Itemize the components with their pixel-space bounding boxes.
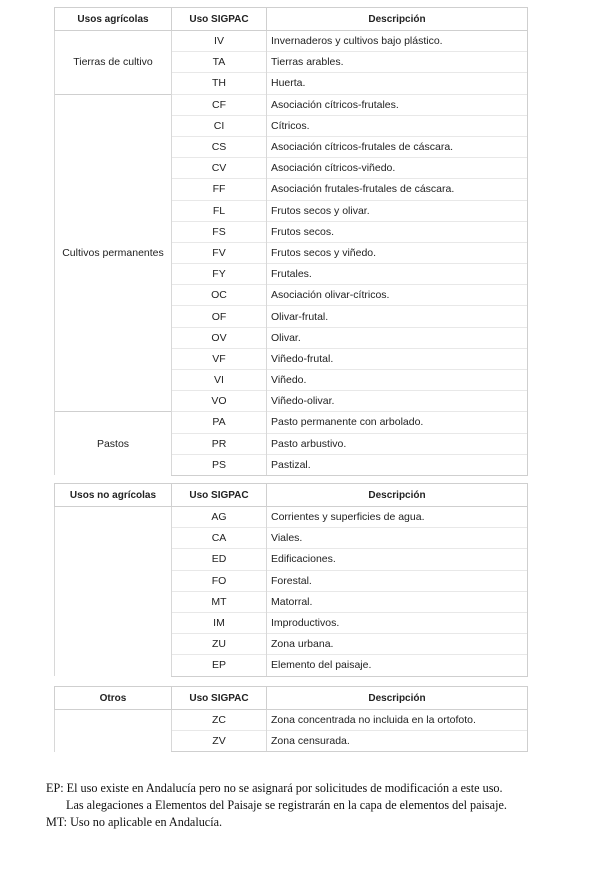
uso-sigpac-code: PR	[172, 433, 267, 454]
table-row	[55, 31, 528, 52]
use-description: Forestal.	[267, 570, 528, 591]
uso-sigpac-code: IM	[172, 612, 267, 633]
uso-sigpac-code: VF	[172, 348, 267, 369]
column-header: Uso SIGPAC	[172, 687, 267, 710]
table-row	[55, 710, 528, 731]
footnotes	[46, 780, 586, 831]
use-description: Frutos secos.	[267, 221, 528, 242]
table-row	[55, 412, 528, 433]
group-label-empty	[55, 710, 172, 752]
table-row	[55, 507, 528, 528]
uso-sigpac-code: ZC	[172, 710, 267, 731]
column-header: Descripción	[267, 484, 528, 507]
uso-sigpac-code: CI	[172, 115, 267, 136]
use-description: Viñedo.	[267, 370, 528, 391]
use-description: Zona urbana.	[267, 634, 528, 655]
use-description: Asociación cítricos-frutales de cáscara.	[267, 136, 528, 157]
column-header: Uso SIGPAC	[172, 484, 267, 507]
uso-sigpac-code: ZU	[172, 634, 267, 655]
use-description: Pasto arbustivo.	[267, 433, 528, 454]
uso-sigpac-code: FS	[172, 221, 267, 242]
uso-sigpac-code: CS	[172, 136, 267, 157]
use-description: Cítricos.	[267, 115, 528, 136]
use-description: Invernaderos y cultivos bajo plástico.	[267, 31, 528, 52]
use-description: Pastizal.	[267, 454, 528, 475]
uso-sigpac-code: VO	[172, 391, 267, 412]
uso-sigpac-code: TH	[172, 73, 267, 94]
other-uses-table	[54, 686, 528, 752]
uso-sigpac-code: OV	[172, 327, 267, 348]
use-description: Edificaciones.	[267, 549, 528, 570]
use-description: Asociación cítricos-viñedo.	[267, 158, 528, 179]
uso-sigpac-code: FO	[172, 570, 267, 591]
table-header-row	[55, 8, 528, 31]
uso-sigpac-code: CV	[172, 158, 267, 179]
use-description: Tierras arables.	[267, 52, 528, 73]
use-description: Asociación frutales-frutales de cáscara.	[267, 179, 528, 200]
uso-sigpac-code: FL	[172, 200, 267, 221]
uso-sigpac-code: IV	[172, 31, 267, 52]
table-row	[55, 94, 528, 115]
use-description: Frutales.	[267, 264, 528, 285]
uso-sigpac-code: FY	[172, 264, 267, 285]
use-description: Zona censurada.	[267, 731, 528, 752]
non-agricultural-uses-table	[54, 483, 528, 677]
uso-sigpac-code: ED	[172, 549, 267, 570]
uso-sigpac-code: ZV	[172, 731, 267, 752]
uso-sigpac-code: FV	[172, 242, 267, 263]
use-description: Olivar-frutal.	[267, 306, 528, 327]
uso-sigpac-code: OC	[172, 285, 267, 306]
column-header: Usos no agrícolas	[55, 484, 172, 507]
column-header: Descripción	[267, 8, 528, 31]
footnote-ep: EP: El uso existe en Andalucía pero no se asignará por solicitudes de modificación a este uso.	[46, 781, 503, 795]
uso-sigpac-code: TA	[172, 52, 267, 73]
use-description: Improductivos.	[267, 612, 528, 633]
use-description: Asociación cítricos-frutales.	[267, 94, 528, 115]
footnote-mt: MT: Uso no aplicable en Andalucía.	[46, 815, 223, 829]
uso-sigpac-code: VI	[172, 370, 267, 391]
table-header-row	[55, 687, 528, 710]
use-description: Matorral.	[267, 591, 528, 612]
group-label: Cultivos permanentes	[55, 94, 172, 412]
use-description: Viñedo-olivar.	[267, 391, 528, 412]
use-description: Viales.	[267, 528, 528, 549]
uso-sigpac-code: AG	[172, 507, 267, 528]
uso-sigpac-code: OF	[172, 306, 267, 327]
group-label: Tierras de cultivo	[55, 31, 172, 95]
group-label-empty	[55, 507, 172, 677]
use-description: Pasto permanente con arbolado.	[267, 412, 528, 433]
use-description: Viñedo-frutal.	[267, 348, 528, 369]
column-header: Descripción	[267, 687, 528, 710]
table-header-row	[55, 484, 528, 507]
use-description: Olivar.	[267, 327, 528, 348]
uso-sigpac-code: PS	[172, 454, 267, 475]
use-description: Huerta.	[267, 73, 528, 94]
group-label: Pastos	[55, 412, 172, 476]
footnote-ep-continuation: Las alegaciones a Elementos del Paisaje se registrarán en la capa de elementos del paisaje.	[66, 798, 507, 812]
uso-sigpac-code: FF	[172, 179, 267, 200]
agricultural-uses-table	[54, 7, 528, 476]
uso-sigpac-code: CF	[172, 94, 267, 115]
column-header: Usos agrícolas	[55, 8, 172, 31]
use-description: Frutos secos y olivar.	[267, 200, 528, 221]
uso-sigpac-code: MT	[172, 591, 267, 612]
uso-sigpac-code: CA	[172, 528, 267, 549]
uso-sigpac-code: EP	[172, 655, 267, 676]
use-description: Elemento del paisaje.	[267, 655, 528, 676]
use-description: Asociación olivar-cítricos.	[267, 285, 528, 306]
use-description: Zona concentrada no incluida en la ortofoto.	[267, 710, 528, 731]
use-description: Frutos secos y viñedo.	[267, 242, 528, 263]
uso-sigpac-code: PA	[172, 412, 267, 433]
column-header: Otros	[55, 687, 172, 710]
use-description: Corrientes y superficies de agua.	[267, 507, 528, 528]
column-header: Uso SIGPAC	[172, 8, 267, 31]
